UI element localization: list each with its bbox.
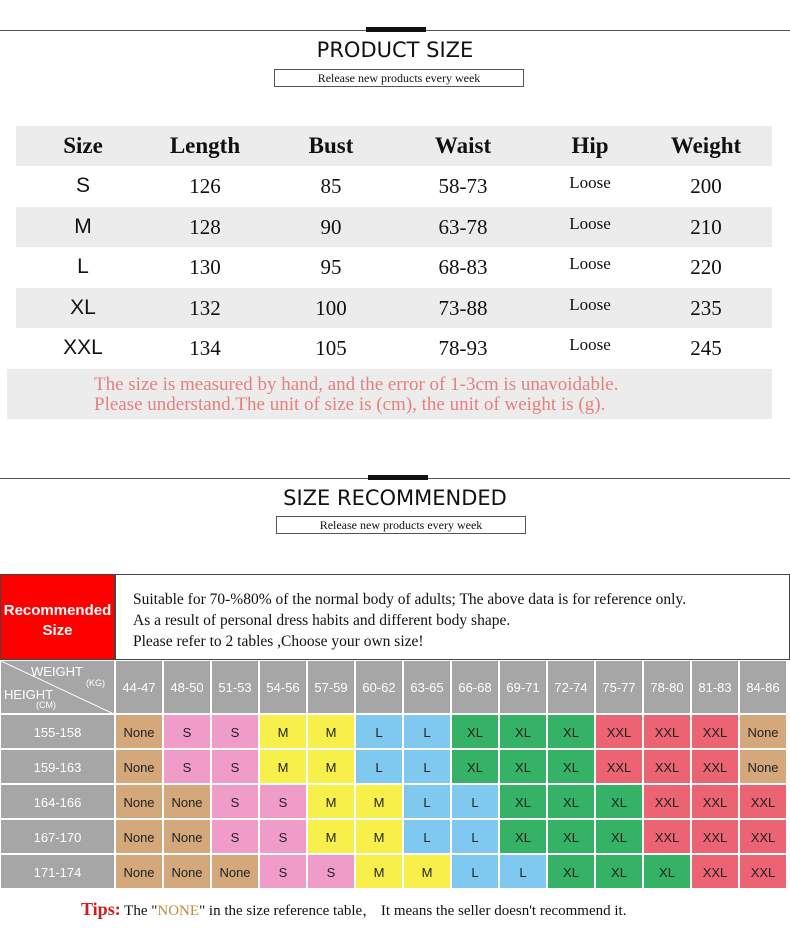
size-grid-cell: XXL: [739, 784, 787, 819]
weight-header-cell: 66-68: [451, 660, 499, 714]
weight-header-cell: 72-74: [547, 660, 595, 714]
badge-line-1: Recommended: [3, 602, 112, 619]
size-grid-cell: XL: [451, 749, 499, 784]
weight-header-cell: 54-56: [259, 660, 307, 714]
recommended-size-badge: [0, 574, 115, 660]
product-size-row: [16, 207, 772, 247]
product-size-cell: XXL: [63, 336, 103, 359]
size-grid-cell: M: [355, 854, 403, 889]
tips-label: Tips:: [81, 899, 121, 919]
product-size-header-cell: Bust: [308, 133, 354, 158]
size-grid-cell: XXL: [643, 819, 691, 854]
size-grid-cell: XXL: [643, 714, 691, 749]
size-grid-cell: None: [163, 784, 211, 819]
size-grid-cell: None: [115, 749, 163, 784]
product-size-header-cell: Length: [169, 133, 241, 158]
product-size-cell: 63-78: [438, 215, 488, 239]
recommend-table: [0, 574, 790, 890]
size-grid-cell: None: [739, 714, 787, 749]
size-grid-cell: XXL: [691, 819, 739, 854]
size-grid-cell: L: [451, 784, 499, 819]
size-grid-cell: S: [211, 819, 259, 854]
product-size-cell: 100: [315, 296, 347, 320]
weight-header-cell: 69-71: [499, 660, 547, 714]
size-note-line-2: Please understand.The unit of size is (cm), the unit of weight is (g).: [94, 394, 606, 415]
size-grid-cell: L: [451, 854, 499, 889]
product-size-cell: 68-83: [438, 255, 488, 279]
product-size-row: [16, 247, 772, 287]
desc-line-2: As a result of personal dress habits and different body shape.: [133, 612, 511, 629]
size-grid-cell: XL: [499, 784, 547, 819]
product-size-cell: S: [75, 174, 90, 197]
product-size-header-cell: Hip: [571, 133, 609, 158]
section-divider-bar-middle: [368, 475, 428, 480]
weight-header-cell: 44-47: [115, 660, 163, 714]
size-grid-cell: XL: [547, 714, 595, 749]
weight-header-cell: 81-83: [691, 660, 739, 714]
product-size-cell: 220: [690, 255, 722, 279]
size-grid-cell: XL: [643, 854, 691, 889]
corner-weight-label: WEIGHT: [31, 664, 83, 679]
size-recommended-subtitle: Release new products every week: [276, 516, 526, 534]
size-grid-cell: XXL: [643, 749, 691, 784]
tips-none-word: NONE: [157, 903, 200, 919]
size-grid-cell: XXL: [691, 714, 739, 749]
weight-header-cell: 63-65: [403, 660, 451, 714]
size-grid-cell: M: [355, 819, 403, 854]
size-grid-cell: XL: [547, 749, 595, 784]
size-note-line-1: The size is measured by hand, and the error of 1-3cm is unavoidable.: [94, 374, 619, 395]
weight-header-cell: 48-50: [163, 660, 211, 714]
product-size-cell: Loose: [569, 173, 611, 192]
size-grid-cell: S: [307, 854, 355, 889]
size-grid-cell: None: [739, 749, 787, 784]
size-grid-cell: M: [259, 749, 307, 784]
product-size-cell: L: [77, 255, 89, 278]
weight-header-cell: 75-77: [595, 660, 643, 714]
size-note-box: [7, 369, 772, 419]
size-grid-cell: XL: [595, 784, 643, 819]
product-size-cell: 85: [320, 174, 342, 198]
tips-text-after: " in the size reference table， It means the seller doesn't recommend it.: [199, 903, 627, 919]
size-grid-cell: None: [163, 819, 211, 854]
product-size-cell: 90: [320, 215, 342, 239]
product-size-cell: M: [74, 215, 92, 238]
size-grid-cell: XXL: [691, 854, 739, 889]
size-grid-cell: XXL: [739, 819, 787, 854]
product-size-cell: 235: [690, 296, 722, 320]
corner-height-label: HEIGHT: [4, 687, 54, 702]
size-grid-cell: XL: [499, 714, 547, 749]
height-header-cell: 171-174: [0, 854, 115, 889]
weight-header-cell: 78-80: [643, 660, 691, 714]
product-size-cell: Loose: [569, 295, 611, 314]
product-size-subtitle: Release new products every week: [274, 69, 524, 87]
size-grid-cell: XXL: [691, 749, 739, 784]
size-grid-cell: None: [115, 854, 163, 889]
size-grid-cell: XL: [451, 714, 499, 749]
size-grid-cell: M: [307, 819, 355, 854]
size-grid-cell: XXL: [595, 749, 643, 784]
weight-header-cell: 60-62: [355, 660, 403, 714]
size-grid-cell: M: [307, 714, 355, 749]
desc-line-1: Suitable for 70-%80% of the normal body of adults; The above data is for reference only.: [133, 591, 687, 608]
size-grid-cell: XL: [499, 819, 547, 854]
size-grid-cell: S: [259, 784, 307, 819]
size-recommended-title: SIZE RECOMMENDED: [283, 486, 507, 510]
product-size-title: PRODUCT SIZE: [316, 38, 474, 62]
size-grid-cell: S: [211, 714, 259, 749]
size-grid-cell: L: [451, 819, 499, 854]
height-header-cell: 159-163: [0, 749, 115, 784]
size-grid-cell: L: [403, 819, 451, 854]
size-grid-cell: M: [307, 784, 355, 819]
product-size-cell: XL: [70, 296, 96, 319]
size-grid-cell: None: [115, 714, 163, 749]
product-size-cell: Loose: [569, 335, 611, 354]
size-grid-cell: XXL: [643, 784, 691, 819]
product-size-cell: 130: [189, 255, 221, 279]
size-grid-cell: XL: [595, 819, 643, 854]
weight-header-cell: 84-86: [739, 660, 787, 714]
tips-line: [81, 899, 626, 920]
product-size-cell: 105: [315, 336, 347, 360]
size-grid-cell: M: [403, 854, 451, 889]
product-size-row: [16, 166, 772, 206]
product-size-row: [16, 328, 772, 368]
product-size-cell: 58-73: [438, 174, 488, 198]
product-size-row: [16, 288, 772, 328]
size-grid-cell: XL: [595, 854, 643, 889]
product-size-cell: 134: [189, 336, 221, 360]
size-grid-cell: XXL: [595, 714, 643, 749]
product-size-cell: 132: [189, 296, 221, 320]
size-grid-cell: L: [403, 749, 451, 784]
size-grid-cell: None: [163, 854, 211, 889]
size-grid-cell: XXL: [691, 784, 739, 819]
size-grid-cell: S: [259, 819, 307, 854]
product-size-cell: Loose: [569, 214, 611, 233]
size-grid-cell: L: [499, 854, 547, 889]
product-size-header-cell: Weight: [670, 133, 742, 158]
badge-line-2: Size: [42, 622, 73, 639]
product-size-cell: 210: [690, 215, 722, 239]
corner-kg-label: (KG): [86, 678, 105, 688]
height-header-cell: 164-166: [0, 784, 115, 819]
weight-header-cell: 51-53: [211, 660, 259, 714]
product-size-cell: 126: [189, 174, 221, 198]
size-grid-cell: S: [163, 714, 211, 749]
size-grid-cell: S: [259, 854, 307, 889]
size-grid-cell: None: [211, 854, 259, 889]
size-grid-cell: M: [259, 714, 307, 749]
product-size-cell: 78-93: [438, 336, 488, 360]
size-grid-cell: L: [355, 714, 403, 749]
weight-header-cell: 57-59: [307, 660, 355, 714]
size-grid-cell: XL: [547, 819, 595, 854]
size-grid-cell: None: [115, 784, 163, 819]
size-grid-cell: XL: [547, 784, 595, 819]
height-header-cell: 155-158: [0, 714, 115, 749]
product-size-cell: 73-88: [438, 296, 488, 320]
corner-cm-label: (CM): [36, 700, 56, 710]
product-size-header-cell: Size: [63, 133, 103, 158]
tips-text-before: The ": [120, 903, 158, 919]
recommend-description: [115, 574, 790, 660]
size-grid-cell: XXL: [739, 854, 787, 889]
product-size-cell: Loose: [569, 254, 611, 273]
product-size-cell: 128: [189, 215, 221, 239]
product-size-header-row: [16, 126, 772, 166]
size-grid-cell: XL: [547, 854, 595, 889]
height-header-cell: 167-170: [0, 819, 115, 854]
table-corner-header: [0, 660, 115, 714]
product-size-cell: 200: [690, 174, 722, 198]
size-grid-cell: None: [115, 819, 163, 854]
size-grid-cell: M: [355, 784, 403, 819]
section-divider-bar-top: [366, 27, 426, 32]
product-size-header-cell: Waist: [434, 133, 492, 158]
size-grid-cell: L: [403, 784, 451, 819]
size-grid-cell: XL: [499, 749, 547, 784]
size-grid-cell: S: [163, 749, 211, 784]
product-size-cell: 245: [690, 336, 722, 360]
product-size-cell: 95: [320, 255, 342, 279]
size-grid-cell: L: [355, 749, 403, 784]
size-grid-cell: M: [307, 749, 355, 784]
size-grid-cell: L: [403, 714, 451, 749]
size-grid-cell: S: [211, 784, 259, 819]
desc-line-3: Please refer to 2 tables ,Choose your own size!: [133, 633, 424, 650]
size-grid-cell: S: [211, 749, 259, 784]
